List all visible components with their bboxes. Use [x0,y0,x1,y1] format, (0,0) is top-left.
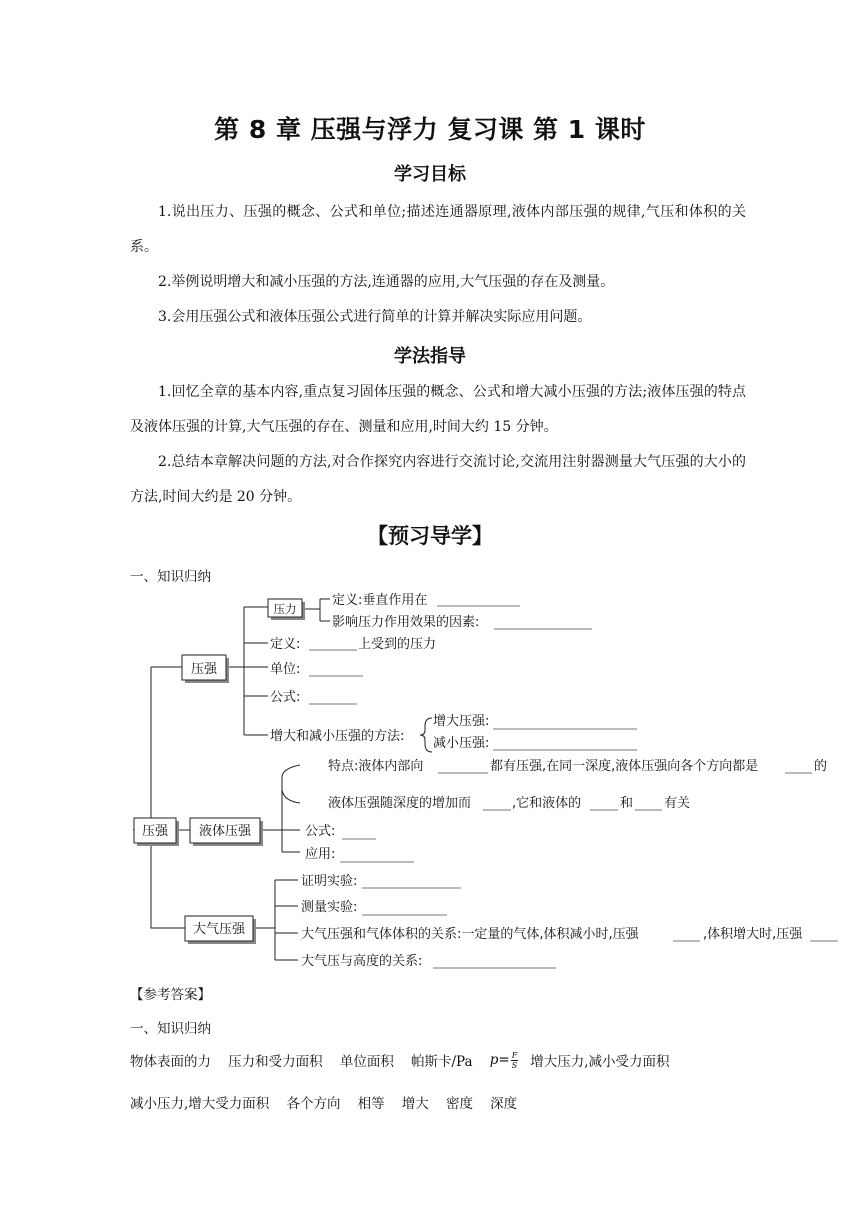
force-definition-text: 定义:垂直作用在 [332,593,428,608]
liquid-depth-text-d: 有关 [664,796,691,811]
formula-p: p= [489,1052,510,1068]
node-pressure-solid-label: 压强 [190,662,218,677]
pressure-formula-text: 公式: [270,690,301,705]
liquid-depth-text-a: 液体压强随深度的增加而 [328,796,472,811]
answers-line-1-part-a: 物体表面的力 压力和受力面积 单位面积 帕斯卡/Pa [130,1054,490,1070]
atm-volume-text-a: 大气压强和气体体积的关系:一定量的气体,体积减小时,压强 [301,927,639,942]
formula-fraction [511,1051,519,1070]
atm-volume-text-b: ,体积增大时,压强 [703,927,803,942]
answers-heading: 【参考答案】 [130,987,211,1003]
atm-measure-text: 测量实验: [301,900,358,915]
knowledge-map-diagram [0,590,860,980]
force-factors-text: 影响压力作用效果的因素: [332,615,480,630]
liquid-formula-text: 公式: [305,824,336,839]
pressure-definition-suffix: 上受到的压力 [358,637,437,652]
liquid-feature-text-c: 的 [814,759,828,774]
page-title: 第 8 章 压强与浮力 复习课 第 1 课时 [214,115,646,144]
liquid-feature-text-b: 都有压强,在同一深度,液体压强向各个方向都是 [490,759,759,774]
formula-numerator: F [511,1050,518,1060]
objective-item-2: 2.举例说明增大和减小压强的方法,连通器的应用,大气压强的存在及测量。 [158,274,615,290]
answers-line-1-part-b: 增大压力,减小受力面积 [530,1054,670,1070]
objective-item-1: 1.说出压力、压强的概念、公式和单位;描述连通器原理,液体内部压强的规律,气压和体积的关系。 [130,204,746,255]
pressure-definition-text: 定义: [270,637,301,652]
liquid-depth-text-b: ,它和液体的 [512,796,582,811]
objective-item-3: 3.会用压强公式和液体压强公式进行简单的计算并解决实际应用问题。 [158,309,592,325]
answers-section-label: 一、知识归纳 [130,1021,211,1037]
decrease-pressure-text: 减小压强: [433,736,490,751]
guidance-heading: 学法指导 [394,346,466,367]
preview-heading: 【预习导学】 [367,524,493,548]
liquid-feature-text-a: 特点:液体内部向 [328,759,424,774]
answers-line-2: 减小压力,增大受力面积 各个方向 相等 增大 密度 深度 [130,1096,518,1112]
increase-pressure-text: 增大压强: [433,714,490,729]
liquid-application-text: 应用: [305,847,336,862]
pressure-methods-text: 增大和减小压强的方法: [270,729,405,744]
section-knowledge-label: 一、知识归纳 [130,569,211,585]
formula-denominator: S [511,1060,518,1070]
atm-proof-text: 证明实验: [301,874,358,889]
liquid-depth-text-c: 和 [620,796,634,811]
node-pressure-force-label: 压力 [273,602,297,616]
node-liquid-label: 液体压强 [198,824,252,839]
objectives-heading: 学习目标 [394,164,466,185]
guidance-item-1: 1.回忆全章的基本内容,重点复习固体压强的概念、公式和增大减小压强的方法;液体压强的特点及液体压强的计算,大气压强的存在、测量和应用,时间大约 15 分钟。 [130,384,746,435]
node-root-label: 压强 [141,824,169,839]
guidance-item-2: 2.总结本章解决问题的方法,对合作探究内容进行交流讨论,交流用注射器测量大气压强的大小的方法,时间大约是 20 分钟。 [130,454,746,505]
answers-line-1 [130,1050,670,1070]
atm-height-text: 大气压与高度的关系: [301,954,423,969]
node-atmospheric-label: 大气压强 [192,922,246,937]
pressure-unit-text: 单位: [270,662,301,677]
